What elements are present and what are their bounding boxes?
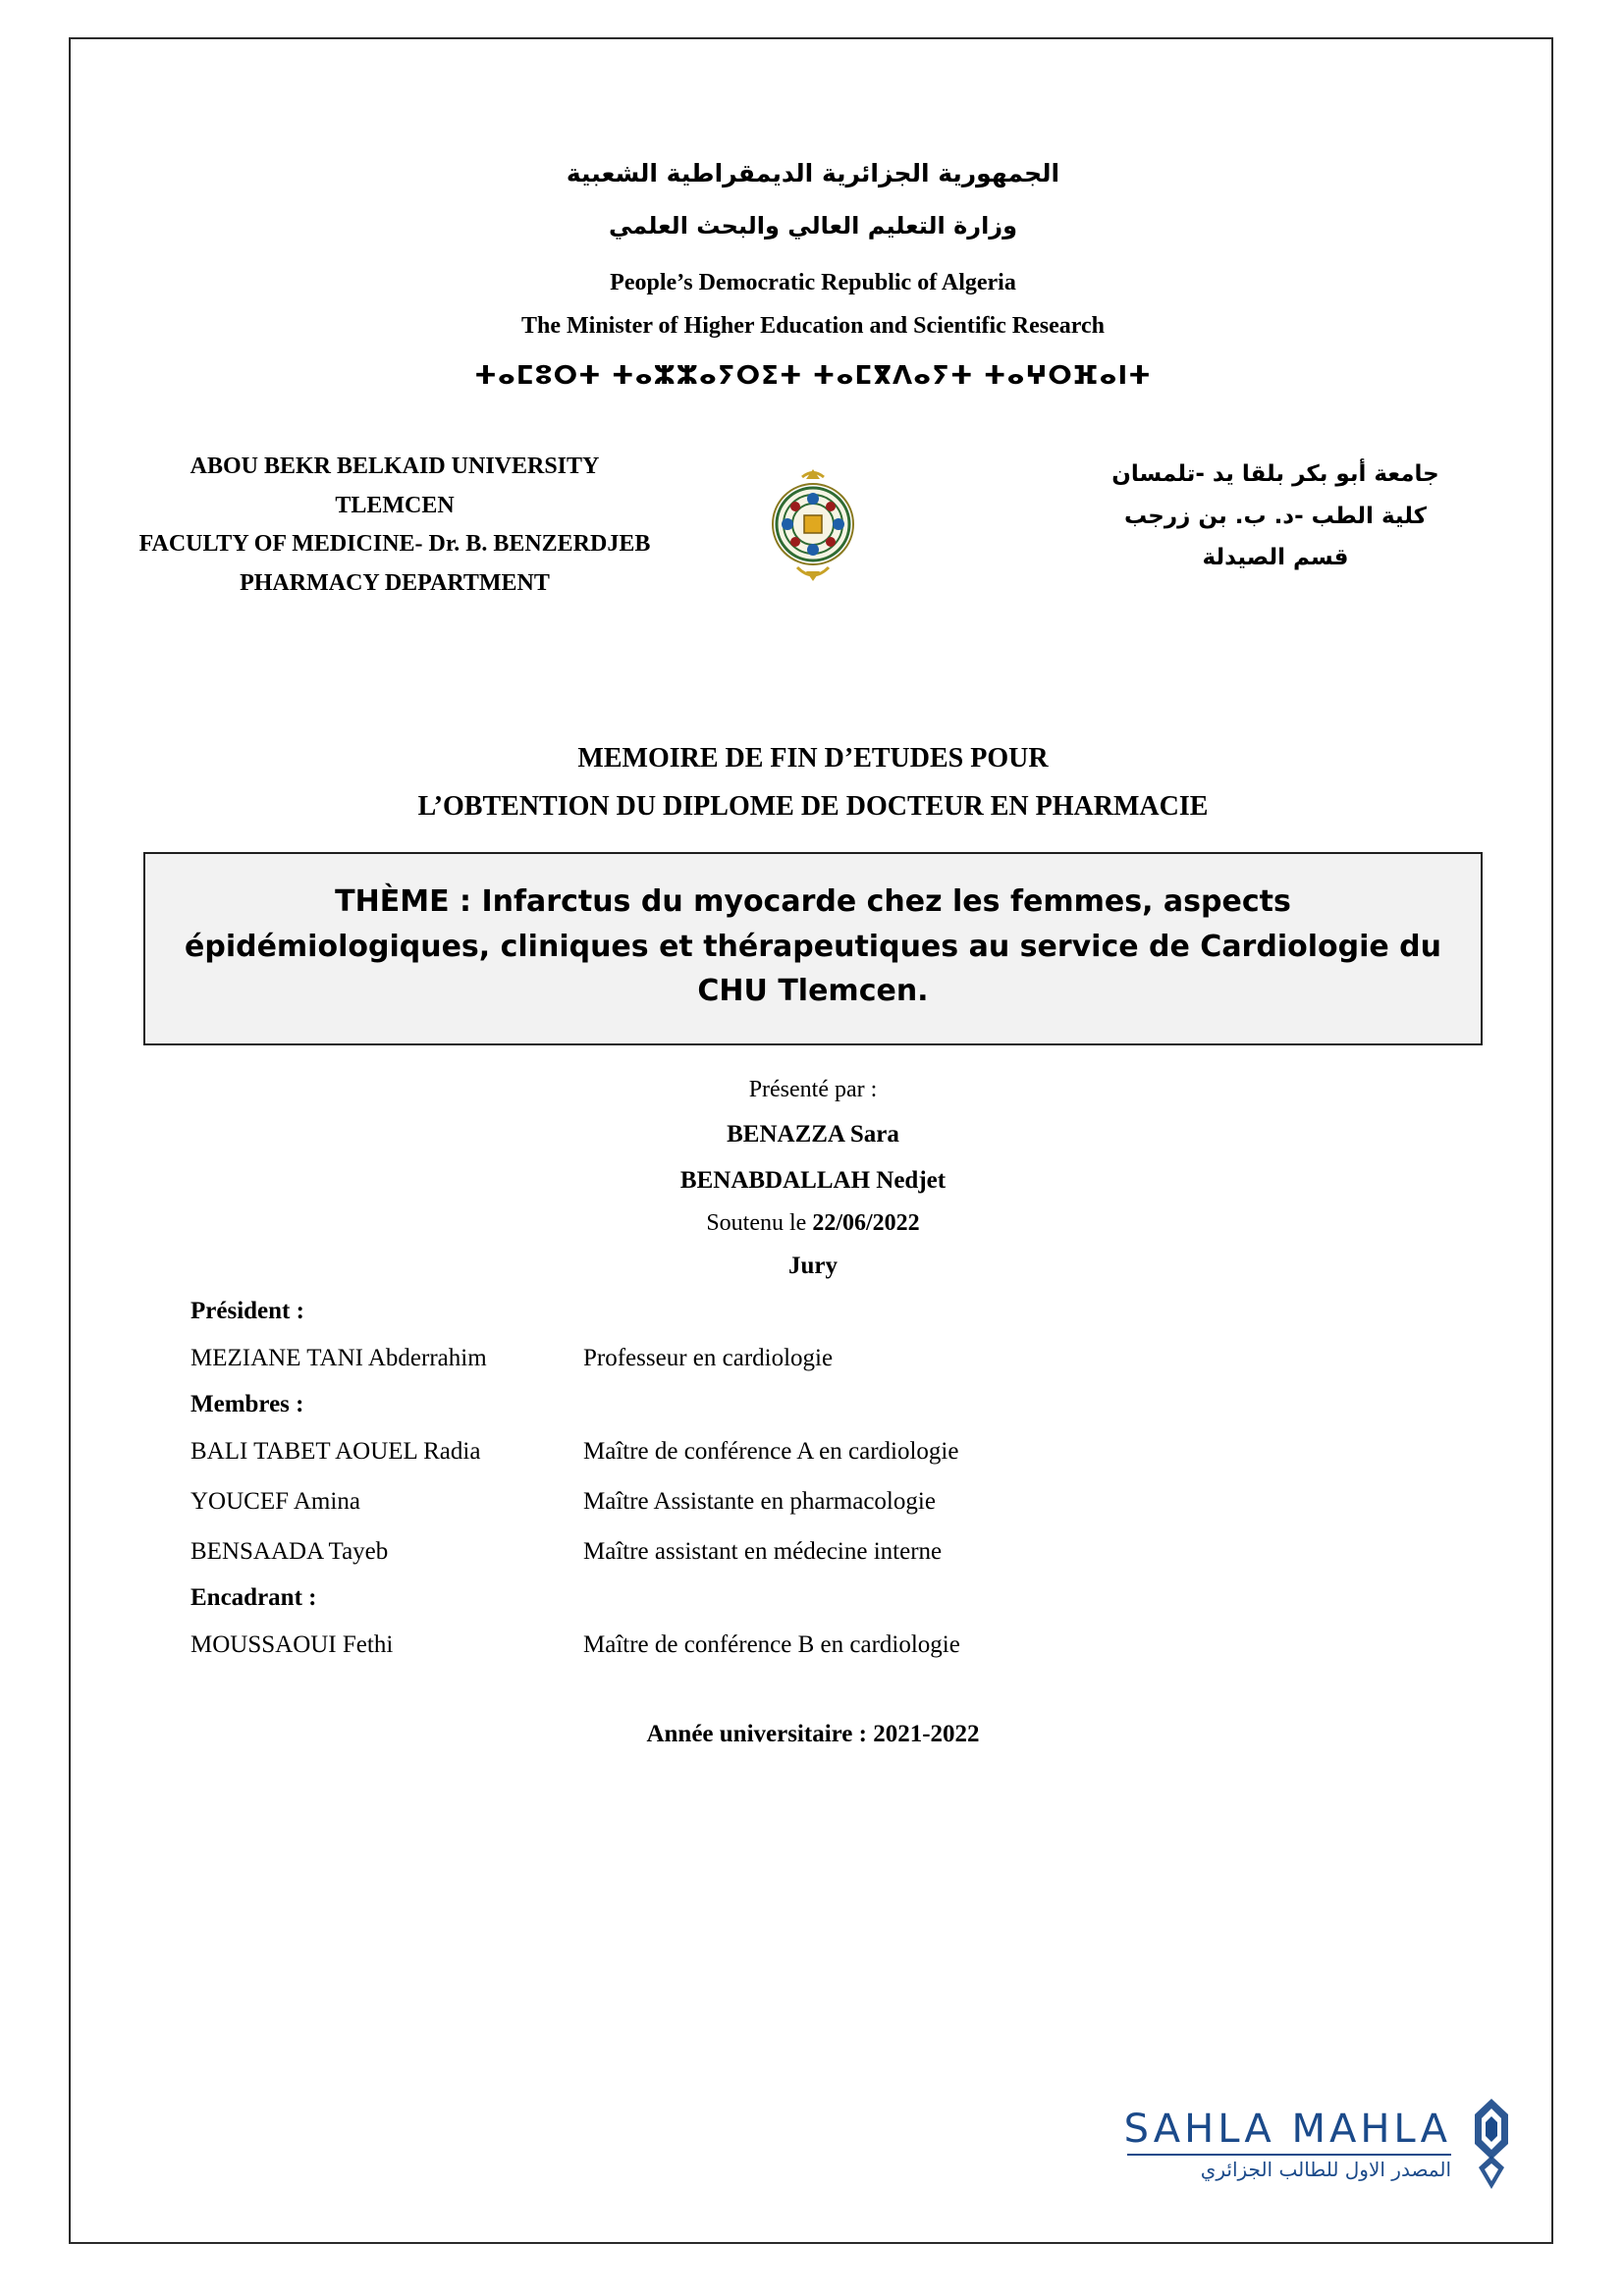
jury-member-name: BALI TABET AOUEL Radia (190, 1437, 481, 1465)
watermark-divider (1127, 2154, 1451, 2156)
jury-role-membres: Membres : (190, 1390, 304, 1417)
watermark-brand: SAHLA MAHLA (1123, 2107, 1451, 2152)
department-name-en: PHARMACY DEPARTMENT (240, 569, 550, 596)
faculty-name-ar: كلية الطب -د. ب. بن زرجب (1123, 503, 1428, 529)
document-header (130, 39, 1496, 391)
jury-heading: Jury (788, 1252, 838, 1279)
jury-member-function: Maître assistant en médecine interne (583, 1537, 943, 1565)
jury-role-president: Président : (190, 1297, 304, 1324)
defense-label: Soutenu le (706, 1209, 813, 1236)
jury-member-name: YOUCEF Amina (190, 1487, 360, 1515)
faculty-name-en: FACULTY OF MEDICINE- Dr. B. BENZERDJEB (138, 531, 651, 558)
jury-member (190, 1620, 1496, 1670)
jury-list (130, 1298, 1496, 1670)
memoire-line-1: MEMOIRE DE FIN D’ETUDES POUR (577, 743, 1049, 774)
university-name-en: ABOU BEKR BELKAID UNIVERSITY TLEMCEN (189, 454, 600, 518)
jury-member-function: Maître de conférence B en cardiologie (583, 1630, 960, 1658)
header-arabic-ministry: وزارة التعليم العالي والبحث العلمي (608, 211, 1018, 240)
jury-member-name: MEZIANE TANI Abderrahim (190, 1344, 487, 1371)
header-english-republic: People’s Democratic Republic of Algeria (610, 270, 1016, 296)
jury-member-function: Maître de conférence A en cardiologie (583, 1437, 959, 1465)
watermark-tagline: المصدر الاول للطالب الجزائري (1200, 2158, 1451, 2181)
jury-member (190, 1426, 1496, 1476)
jury-role-encadrant: Encadrant : (190, 1583, 317, 1611)
header-tifinagh: ⵜⴰⵎⵓⵔⵜ ⵜⴰⵣⵣⴰⵢⵔⵉⵜ ⵜⴰⵎⴳⴷⴰⵢⵜ ⵜⴰⵖⵔⴼⴰⵏⵜ (474, 361, 1152, 392)
university-row (130, 448, 1496, 693)
jury-member (190, 1333, 1496, 1383)
author-1: BENAZZA Sara (727, 1121, 899, 1148)
memoire-line-2: L’OBTENTION DU DIPLOME DE DOCTEUR EN PHARMACIE (417, 791, 1209, 823)
university-right-block (1064, 454, 1487, 579)
jury-member-function: Professeur en cardiologie (583, 1344, 834, 1371)
university-name-ar: جامعة أبو بكر بلقا يد -تلمسان (1111, 461, 1439, 488)
memoire-title (130, 734, 1496, 830)
jury-member (190, 1526, 1496, 1576)
theme-box (143, 852, 1483, 1045)
department-name-ar: قسم الصيدلة (1202, 545, 1349, 571)
jury-member-name: BENSAADA Tayeb (190, 1537, 389, 1565)
jury-member-name: MOUSSAOUI Fethi (190, 1630, 394, 1658)
header-arabic-republic: الجمهورية الجزائرية الديمقراطية الشعبية (566, 159, 1060, 187)
author-2: BENABDALLAH Nedjet (679, 1167, 947, 1195)
university-left-block (130, 448, 660, 603)
document-page (69, 37, 1553, 2244)
presented-by-block (130, 1071, 1496, 1201)
page-content (130, 39, 1496, 2242)
defense-date: 22/06/2022 (812, 1209, 920, 1236)
watermark (1102, 2089, 1524, 2216)
defense-date-line (130, 1210, 1496, 1237)
jury-member-function: Maître Assistante en pharmacologie (583, 1487, 936, 1515)
theme-text: THÈME : Infarctus du myocarde chez les femmes, aspects épidémiologiques, cliniques et thérapeutiques au service de Cardiologie du CHU Tlemcen. (185, 884, 1441, 1009)
jury-member (190, 1476, 1496, 1526)
watermark-logo-icon (1459, 2095, 1524, 2193)
university-emblem-icon (759, 448, 867, 605)
presented-by-label: Présenté par : (748, 1076, 878, 1102)
academic-year: Année universitaire : 2021-2022 (646, 1720, 980, 1747)
header-english-ministry: The Minister of Higher Education and Scientific Research (521, 313, 1105, 340)
